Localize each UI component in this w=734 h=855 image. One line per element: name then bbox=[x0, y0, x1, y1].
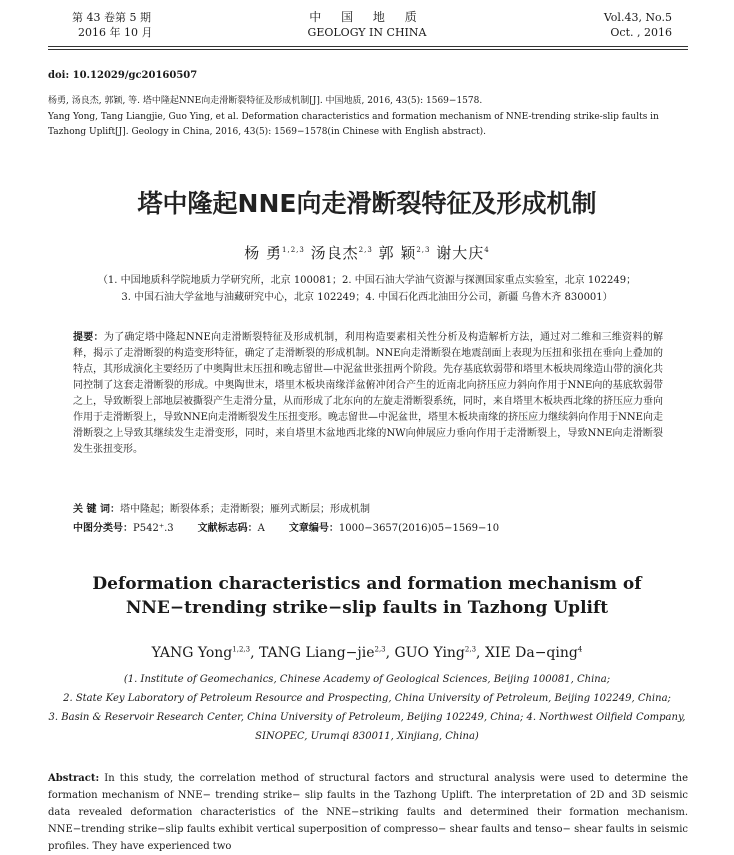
authors-cn bbox=[0, 242, 734, 263]
affiliation-line: （1. 中国地质科学院地质力学研究所，北京 100081；2. 中国石油大学油气资源与探测国家重点实验室，北京 102249； bbox=[97, 275, 637, 286]
affiliation-line: 3. Basin & Reservoir Research Center, China University of Petroleum, Beijing 102249, China; 4. Northwest Oilfield Company, bbox=[48, 712, 686, 723]
author-sup: 4 bbox=[484, 246, 490, 254]
affiliation-line: (1. Institute of Geomechanics, Chinese Academy of Geological Sciences, Beijing 100081, China; bbox=[123, 674, 611, 685]
abstract-en bbox=[48, 770, 688, 855]
clc-label: 中图分类号： bbox=[73, 523, 133, 534]
header-rule-double bbox=[48, 49, 688, 50]
doc-code-label: 文献标志码： bbox=[197, 523, 258, 534]
title-cn: 塔中隆起NNE向走滑断裂特征及形成机制 bbox=[137, 189, 597, 218]
author-cn: 杨 勇 bbox=[244, 244, 283, 262]
authors-en: YANG Yong$^{1,2,3}$, TANG Liang−jie$^{2,3}$, GUO Ying$^{2,3}$, XIE Da−qing$^4$ bbox=[151, 645, 583, 661]
volume-en: Vol.43, No.5 bbox=[603, 11, 672, 24]
affiliation-line: SINOPEC, Urumqi 830011, Xinjiang, China) bbox=[255, 731, 479, 742]
abstract-cn-text: 为了确定塔中隆起NNE向走滑断裂特征及形成机制，利用构造要素相关性分析及构造解析方法，通过对二维和三维资料的解释，揭示了走滑断裂的构造变形特征，确定了走滑断裂的形成机制。NNE向走滑断裂在地震剖面上表现为压扭和张扭在垂向上叠加的特点，其形成演化主要经历了中奥陶世末压扭和晚志留世—中泥盆世张扭两个阶段。先存基底软弱带和塔里木板块周缘造山带的演化共同控制了这套走滑断裂的形成。中奥陶世末，塔里木板块南缘洋盆俯冲闭合产生的近南北向挤压应力斜向作用于NNE向的基底软弱带之上，导致断裂上部地层被撕裂产生走滑分量，从而形成了北东向的左旋走滑断裂系统，同时，来自塔里木板块西北缘的挤压应力垂向作用于走滑断裂上，导致NNE向走滑断裂发生压扭变形。晚志留世—中泥盆世，塔里木板块南缘的挤压应力继续斜向作用于NNE向走滑断裂之上导致其继续发生走滑变形，同时，来自塔里木盆地西北缘的NW向伸展应力垂向作用于走滑断裂上，导致NNE向走滑断裂发生张扭变形。 bbox=[73, 332, 664, 455]
abstract-cn-label: 提要： bbox=[73, 332, 104, 343]
doc-code-value: A bbox=[257, 523, 265, 534]
date-en: Oct. , 2016 bbox=[610, 26, 672, 39]
abstract-en-text: In this study, the correlation method of structural factors and structural analysis were used to determine the formation mechanism of NNE− trending strike− slip faults in the Tazhong Uplift. The interpretation of 2D and 3D seismic data revealed deformation characteristics of the NNE−striking faults and determined their formation mechanism. NNE−trending strike−slip faults exhibit vertical superposition of compresso− shear faults and tenso− shear faults in seismic profiles. They have experienced two bbox=[48, 773, 688, 852]
author-cn: 谢大庆 bbox=[436, 244, 485, 262]
author-sup: 1,2,3 bbox=[282, 246, 305, 254]
article-number-value: 1000−3657(2016)05−1569−10 bbox=[338, 523, 500, 534]
affiliation-line: 2. State Key Laboratory of Petroleum Resource and Prospecting, China University of Petroleum, Beijing 102249, China; bbox=[63, 693, 671, 704]
keywords-label: 关 键 词： bbox=[73, 504, 120, 515]
doi[interactable]: doi: 10.12029/gc20160507 bbox=[48, 70, 198, 81]
author-en: TANG Liang−jie bbox=[258, 645, 375, 661]
author-sup: 4 bbox=[577, 645, 583, 654]
journal-name-cn: 中 国 地 质 bbox=[309, 10, 425, 24]
clc-value: P542⁺.3 bbox=[133, 523, 174, 534]
classification-line bbox=[73, 519, 663, 534]
affiliations-en bbox=[0, 670, 734, 746]
author-sup: 1,2,3 bbox=[232, 645, 251, 654]
affiliation-line: 3. 中国石油大学盆地与油藏研究中心，北京 102249；4. 中国石化西北油田分公司，新疆 乌鲁木齐 830001） bbox=[121, 292, 613, 303]
header-right bbox=[604, 10, 672, 40]
abstract-en-label: Abstract: bbox=[48, 773, 100, 784]
author-sup: 2,3 bbox=[374, 645, 386, 654]
abstract-cn bbox=[73, 330, 663, 458]
article-number-label: 文章编号： bbox=[288, 523, 339, 534]
date-cn: 2016 年 10 月 bbox=[78, 26, 153, 39]
keywords-text: 塔中隆起；断裂体系；走滑断裂；雁列式断层；形成机制 bbox=[119, 504, 370, 515]
title-en: Deformation characteristics and formation mechanism of NNE−trending strike−slip faults in Tazhong Uplift bbox=[92, 574, 642, 618]
header-rule bbox=[48, 46, 688, 47]
affiliations-cn bbox=[0, 272, 734, 306]
citation-en: Yang Yong, Tang Liangjie, Guo Ying, et al. Deformation characteristics and formation mechanism of NNE-trending strike-slip faults in Tazhong Uplift[J]. Geology in China, 2016, 43(5): 1569−1578(in Chinese with English abstract). bbox=[48, 112, 659, 137]
journal-name-en: GEOLOGY IN CHINA bbox=[307, 26, 427, 39]
keywords-cn bbox=[73, 500, 663, 515]
author-sup: 2,3 bbox=[416, 246, 431, 254]
author-sup: 2,3 bbox=[358, 246, 373, 254]
author-en: YANG Yong bbox=[151, 645, 233, 661]
author-en: GUO Ying bbox=[394, 645, 465, 661]
author-cn: 汤良杰 bbox=[310, 244, 359, 262]
author-en: XIE Da−qing bbox=[484, 645, 578, 661]
citation-cn: 杨勇, 汤良杰, 郭颖, 等. 塔中隆起NNE向走滑断裂特征及形成机制[J]. 中国地质, 2016, 43(5): 1569−1578. bbox=[48, 96, 483, 106]
author-cn: 郭 颖 bbox=[378, 244, 417, 262]
volume-cn: 第 43 卷第 5 期 bbox=[72, 11, 151, 24]
author-sup: 2,3 bbox=[464, 645, 477, 654]
